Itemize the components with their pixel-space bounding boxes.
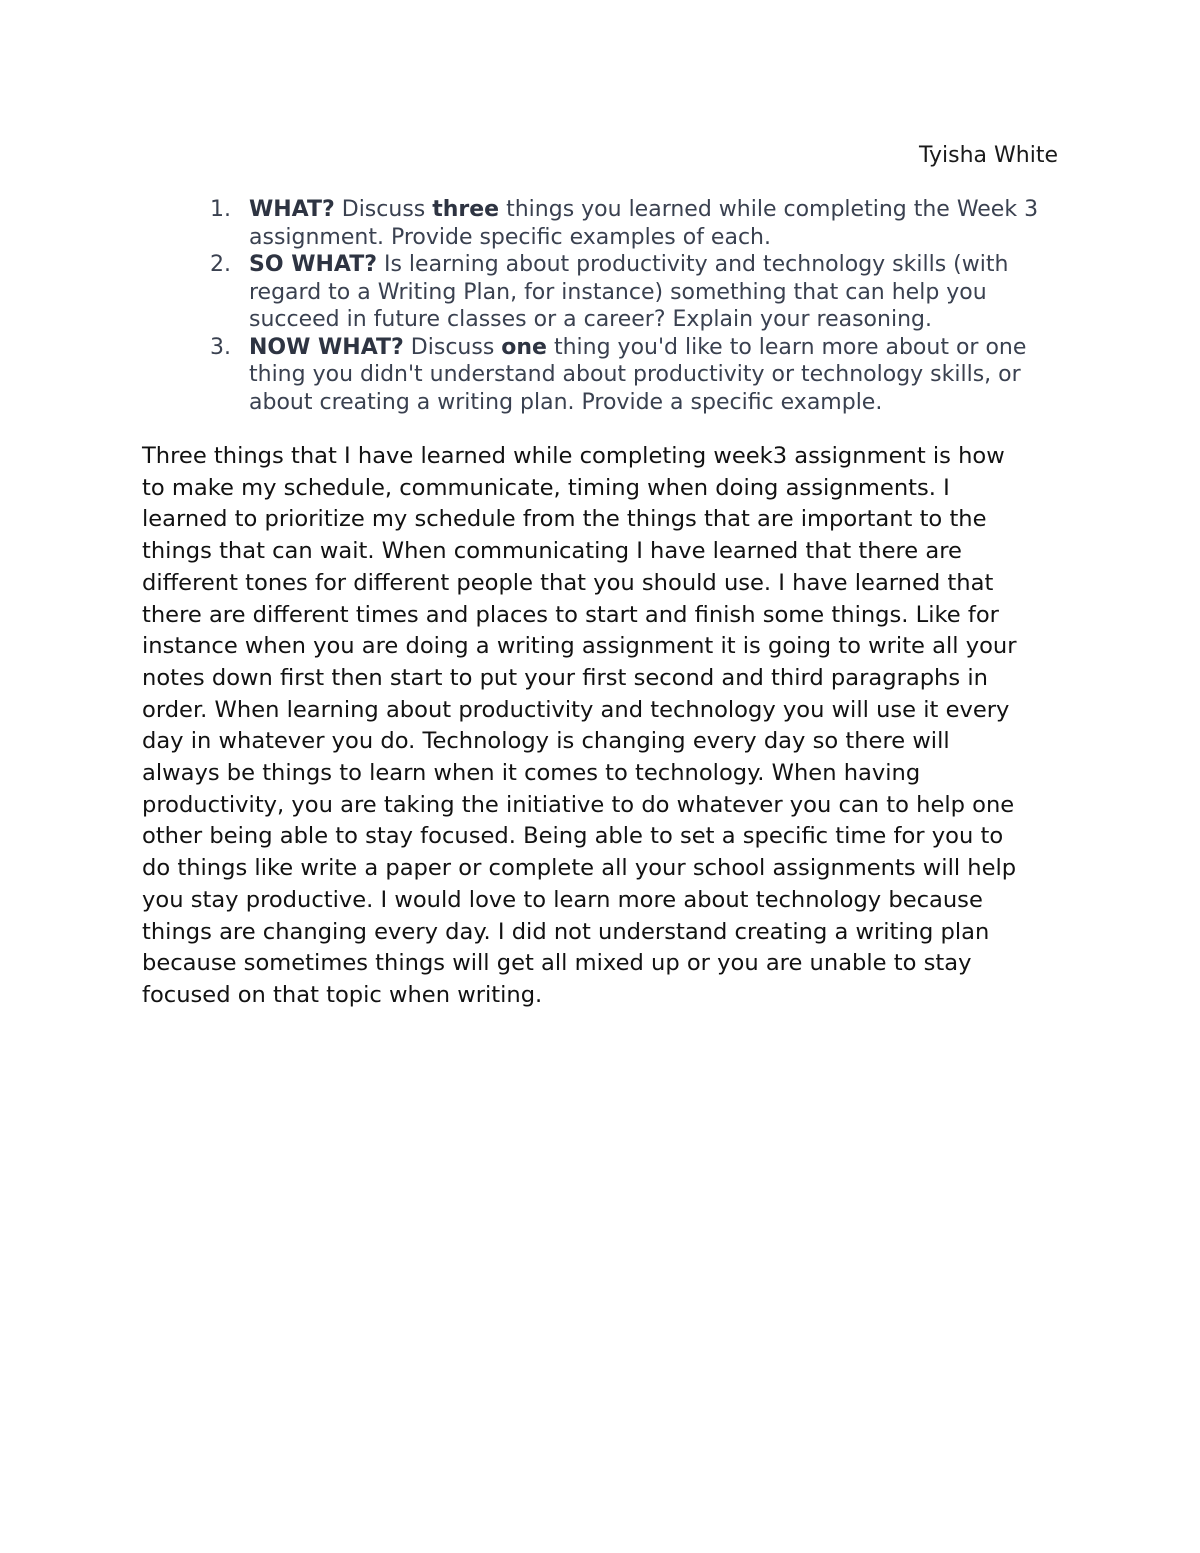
- prompt-heading: SO WHAT?: [249, 252, 377, 277]
- prompt-item-so-what: [210, 251, 1070, 334]
- prompt-text: Discuss: [403, 334, 502, 360]
- prompt-text: thing you'd like to learn more about or one thing you didn't understand about productivity or technology skills, or about creating a writing plan. Provide a specific example.: [249, 334, 1027, 415]
- prompt-emphasis: one: [501, 334, 547, 360]
- prompt-item-now-what: [210, 334, 1070, 417]
- prompt-number: 2.: [210, 252, 231, 277]
- prompt-heading: NOW WHAT?: [249, 334, 404, 360]
- prompt-heading: WHAT?: [249, 197, 335, 222]
- author-name: Tyisha White: [919, 143, 1058, 168]
- prompt-item-what: [210, 196, 1070, 251]
- prompt-text: Discuss: [334, 197, 433, 222]
- prompt-text: things you learned while completing the Week 3 assignment. Provide specific examples of each.: [249, 197, 1039, 250]
- prompt-number: 1.: [210, 197, 231, 222]
- prompt-emphasis: three: [432, 197, 500, 222]
- prompt-list: [210, 196, 1070, 416]
- response-paragraph: Three things that I have learned while completing week3 assignment is how to make my schedule, communicate, timing when doing assignments. I learned to prioritize my schedule from the things that are important to the things that can wait. When communicating I have learned that there are different tones for different people that you should use. I have learned that there are different times and places to start and finish some things. Like for instance when you are doing a writing assignment it is going to write all your notes down first then start to put your first second and third paragraphs in order. When learning about productivity and technology you will use it every day in whatever you do. Technology is changing every day so there will always be things to learn when it comes to technology. When having productivity, you are taking the initiative to do whatever you can to help one other being able to stay focused. Being able to set a specific time for you to do things like write a paper or complete all your school assignments will help you stay productive. I would love to learn more about technology because things are changing every day. I did not understand creating a writing plan because sometimes things will get all mixed up or you are unable to stay focused on that topic when writing.: [142, 443, 1017, 1008]
- prompt-number: 3.: [210, 334, 231, 360]
- prompt-text: Is learning about productivity and technology skills (with regard to a Writing Plan, for instance) something that can help you succeed in future classes or a career? Explain your reasoning.: [249, 252, 1009, 332]
